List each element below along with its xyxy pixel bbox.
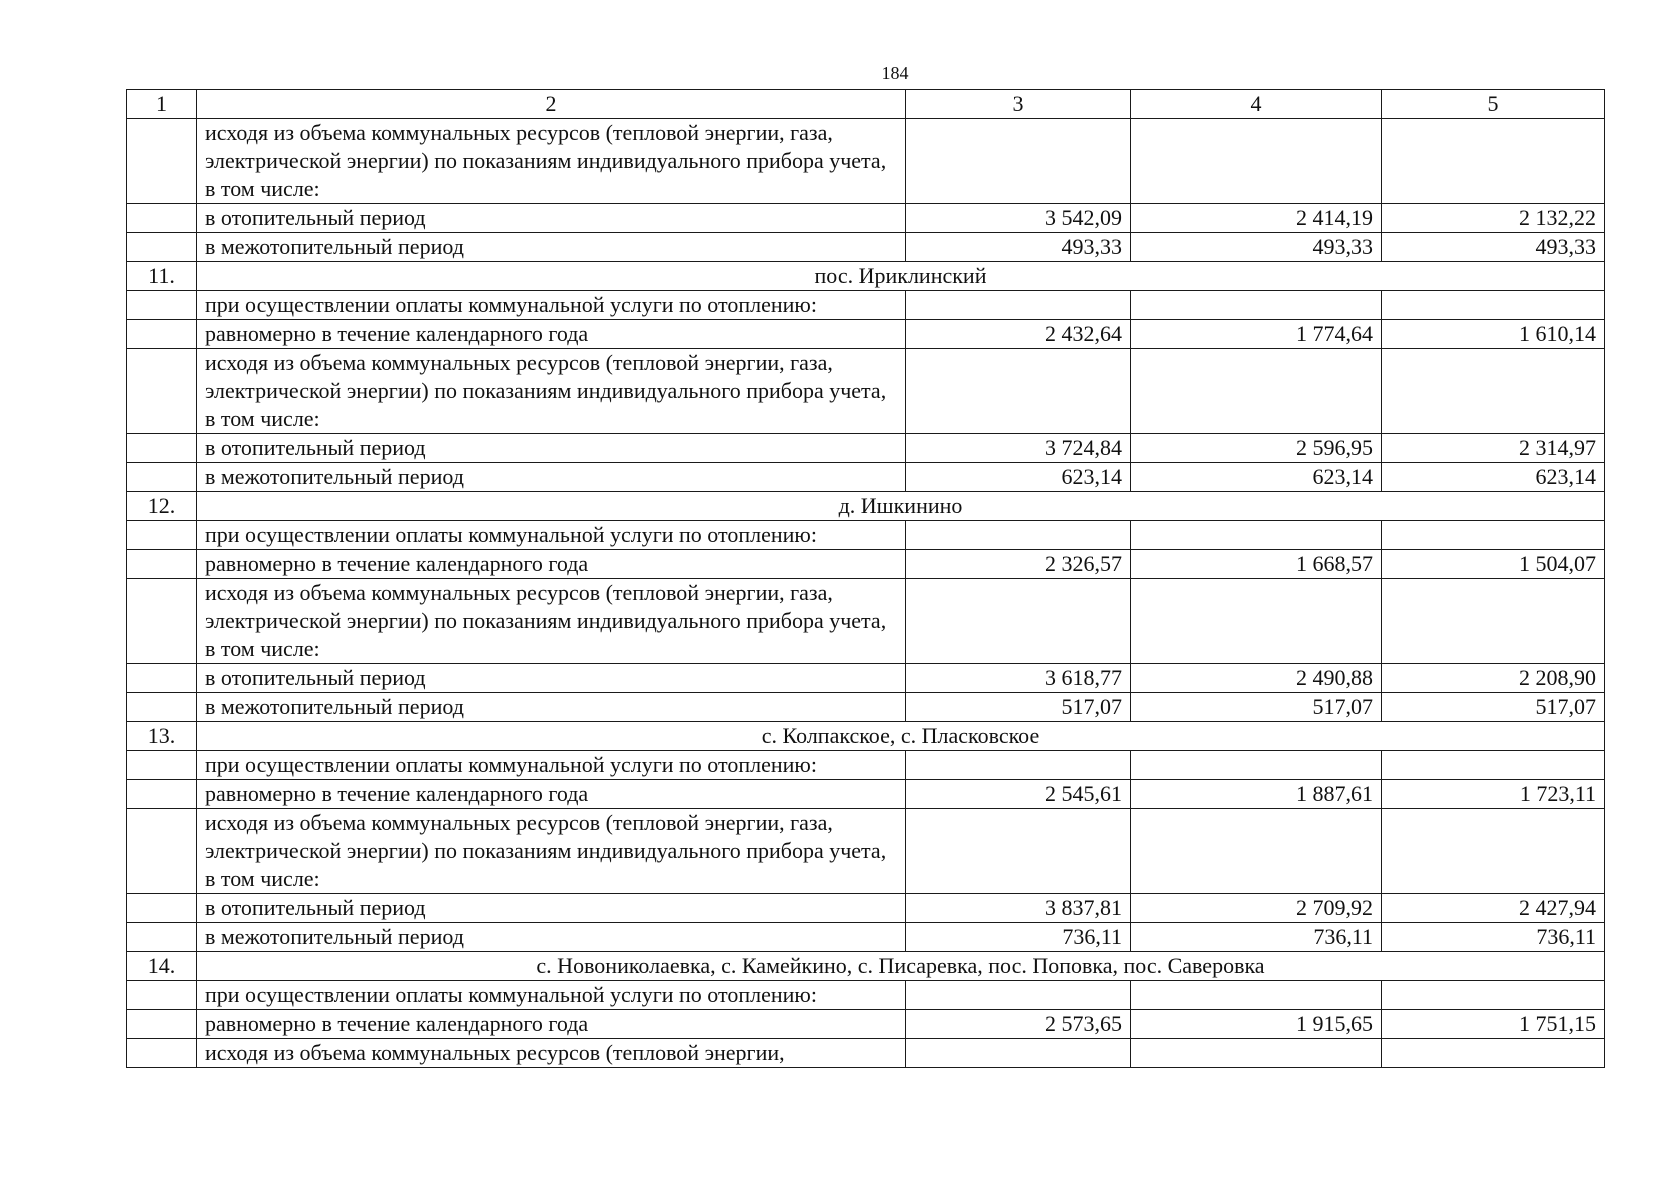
value-col-5 (1382, 579, 1605, 664)
value-col-3 (906, 981, 1131, 1010)
value-col-5: 736,11 (1382, 923, 1605, 952)
table-row (127, 751, 1605, 780)
value-col-3 (906, 119, 1131, 204)
row-number: 14. (127, 952, 197, 981)
row-description: исходя из объема коммунальных ресурсов (тепловой энергии, газа, электрической энергии) по показаниям индивидуального прибора учета, в том числе: (197, 349, 906, 434)
row-number (127, 981, 197, 1010)
value-col-5 (1382, 349, 1605, 434)
locality-row (127, 492, 1605, 521)
row-description: исходя из объема коммунальных ресурсов (тепловой энергии, газа, электрической энергии) по показаниям индивидуального прибора учета, в том числе: (197, 579, 906, 664)
value-col-4: 517,07 (1131, 693, 1382, 722)
value-col-3 (906, 579, 1131, 664)
value-col-4: 736,11 (1131, 923, 1382, 952)
row-description: равномерно в течение календарного года (197, 550, 906, 579)
value-col-4 (1131, 349, 1382, 434)
locality-name: д. Ишкинино (197, 492, 1605, 521)
row-description: в межотопительный период (197, 693, 906, 722)
row-description: при осуществлении оплаты коммунальной услуги по отоплению: (197, 751, 906, 780)
row-description: при осуществлении оплаты коммунальной услуги по отоплению: (197, 291, 906, 320)
value-col-5: 493,33 (1382, 233, 1605, 262)
row-description: равномерно в течение календарного года (197, 780, 906, 809)
column-header-row (127, 90, 1605, 119)
row-description: при осуществлении оплаты коммунальной услуги по отоплению: (197, 981, 906, 1010)
row-number (127, 894, 197, 923)
table-row (127, 579, 1605, 664)
row-description: в отопительный период (197, 894, 906, 923)
value-col-4 (1131, 579, 1382, 664)
row-number (127, 780, 197, 809)
row-number (127, 233, 197, 262)
value-col-3: 3 542,09 (906, 204, 1131, 233)
value-col-4 (1131, 809, 1382, 894)
row-number (127, 349, 197, 434)
value-col-4: 2 490,88 (1131, 664, 1382, 693)
value-col-3 (906, 291, 1131, 320)
row-number (127, 320, 197, 349)
value-col-5: 2 208,90 (1382, 664, 1605, 693)
row-number (127, 664, 197, 693)
row-number (127, 463, 197, 492)
value-col-5: 1 723,11 (1382, 780, 1605, 809)
row-description: в отопительный период (197, 204, 906, 233)
table-row (127, 119, 1605, 204)
value-col-5: 2 314,97 (1382, 434, 1605, 463)
locality-row (127, 262, 1605, 291)
value-col-3 (906, 809, 1131, 894)
value-col-5: 623,14 (1382, 463, 1605, 492)
row-description: исходя из объема коммунальных ресурсов (тепловой энергии, газа, электрической энергии) по показаниям индивидуального прибора учета, в том числе: (197, 119, 906, 204)
page-number: 184 (881, 63, 909, 83)
value-col-3: 623,14 (906, 463, 1131, 492)
value-col-4 (1131, 521, 1382, 550)
value-col-5 (1382, 521, 1605, 550)
row-description: исходя из объема коммунальных ресурсов (тепловой энергии, газа, электрической энергии) по показаниям индивидуального прибора учета, в том числе: (197, 809, 906, 894)
value-col-3 (906, 521, 1131, 550)
row-number (127, 579, 197, 664)
row-number: 13. (127, 722, 197, 751)
value-col-5: 1 751,15 (1382, 1010, 1605, 1039)
value-col-3 (906, 1039, 1131, 1068)
row-description: в отопительный период (197, 434, 906, 463)
value-col-4: 623,14 (1131, 463, 1382, 492)
locality-name: с. Колпакское, с. Пласковское (197, 722, 1605, 751)
value-col-5 (1382, 809, 1605, 894)
table-row (127, 550, 1605, 579)
table-row (127, 1039, 1605, 1068)
value-col-4: 1 915,65 (1131, 1010, 1382, 1039)
value-col-3 (906, 349, 1131, 434)
row-number (127, 1039, 197, 1068)
row-description: в межотопительный период (197, 923, 906, 952)
row-number (127, 521, 197, 550)
row-description: исходя из объема коммунальных ресурсов (тепловой энергии, (197, 1039, 906, 1068)
row-description: равномерно в течение календарного года (197, 1010, 906, 1039)
value-col-4 (1131, 291, 1382, 320)
value-col-3 (906, 751, 1131, 780)
table-row (127, 780, 1605, 809)
table-row (127, 521, 1605, 550)
value-col-5 (1382, 1039, 1605, 1068)
value-col-4 (1131, 981, 1382, 1010)
table-row (127, 664, 1605, 693)
table-row (127, 349, 1605, 434)
value-col-5: 517,07 (1382, 693, 1605, 722)
table-row (127, 434, 1605, 463)
value-col-3: 3 618,77 (906, 664, 1131, 693)
row-number (127, 434, 197, 463)
locality-row (127, 722, 1605, 751)
value-col-5 (1382, 119, 1605, 204)
value-col-4: 1 887,61 (1131, 780, 1382, 809)
column-header: 2 (197, 90, 906, 119)
table-row (127, 204, 1605, 233)
locality-name: с. Новониколаевка, с. Камейкино, с. Писаревка, пос. Поповка, пос. Саверовка (197, 952, 1605, 981)
row-number (127, 291, 197, 320)
row-number (127, 693, 197, 722)
column-header: 1 (127, 90, 197, 119)
value-col-3: 3 837,81 (906, 894, 1131, 923)
row-number: 12. (127, 492, 197, 521)
value-col-4: 2 709,92 (1131, 894, 1382, 923)
value-col-4 (1131, 751, 1382, 780)
table-row (127, 463, 1605, 492)
value-col-5: 1 610,14 (1382, 320, 1605, 349)
row-number (127, 1010, 197, 1039)
value-col-5 (1382, 981, 1605, 1010)
column-header: 4 (1131, 90, 1382, 119)
value-col-5: 1 504,07 (1382, 550, 1605, 579)
row-description: в межотопительный период (197, 463, 906, 492)
row-description: в межотопительный период (197, 233, 906, 262)
row-number (127, 809, 197, 894)
value-col-3: 2 545,61 (906, 780, 1131, 809)
row-number: 11. (127, 262, 197, 291)
value-col-4 (1131, 119, 1382, 204)
row-number (127, 550, 197, 579)
row-description: при осуществлении оплаты коммунальной услуги по отоплению: (197, 521, 906, 550)
value-col-4: 2 414,19 (1131, 204, 1382, 233)
row-number (127, 923, 197, 952)
table-row (127, 291, 1605, 320)
table-row (127, 693, 1605, 722)
value-col-4 (1131, 1039, 1382, 1068)
table-row (127, 809, 1605, 894)
value-col-4: 2 596,95 (1131, 434, 1382, 463)
row-description: равномерно в течение календарного года (197, 320, 906, 349)
row-number (127, 204, 197, 233)
table-row (127, 1010, 1605, 1039)
value-col-3: 517,07 (906, 693, 1131, 722)
value-col-3: 493,33 (906, 233, 1131, 262)
table-row (127, 320, 1605, 349)
value-col-5 (1382, 751, 1605, 780)
table-row (127, 233, 1605, 262)
row-number (127, 751, 197, 780)
value-col-5 (1382, 291, 1605, 320)
tariff-table (126, 89, 1605, 1068)
column-header: 5 (1382, 90, 1605, 119)
value-col-3: 2 573,65 (906, 1010, 1131, 1039)
value-col-4: 1 668,57 (1131, 550, 1382, 579)
table-row (127, 981, 1605, 1010)
value-col-5: 2 427,94 (1382, 894, 1605, 923)
tariff-table-body (127, 90, 1605, 1068)
value-col-3: 2 326,57 (906, 550, 1131, 579)
table-row (127, 894, 1605, 923)
locality-name: пос. Ириклинский (197, 262, 1605, 291)
value-col-5: 2 132,22 (1382, 204, 1605, 233)
value-col-3: 736,11 (906, 923, 1131, 952)
value-col-4: 1 774,64 (1131, 320, 1382, 349)
row-description: в отопительный период (197, 664, 906, 693)
row-number (127, 119, 197, 204)
value-col-4: 493,33 (1131, 233, 1382, 262)
locality-row (127, 952, 1605, 981)
table-row (127, 923, 1605, 952)
value-col-3: 2 432,64 (906, 320, 1131, 349)
value-col-3: 3 724,84 (906, 434, 1131, 463)
column-header: 3 (906, 90, 1131, 119)
